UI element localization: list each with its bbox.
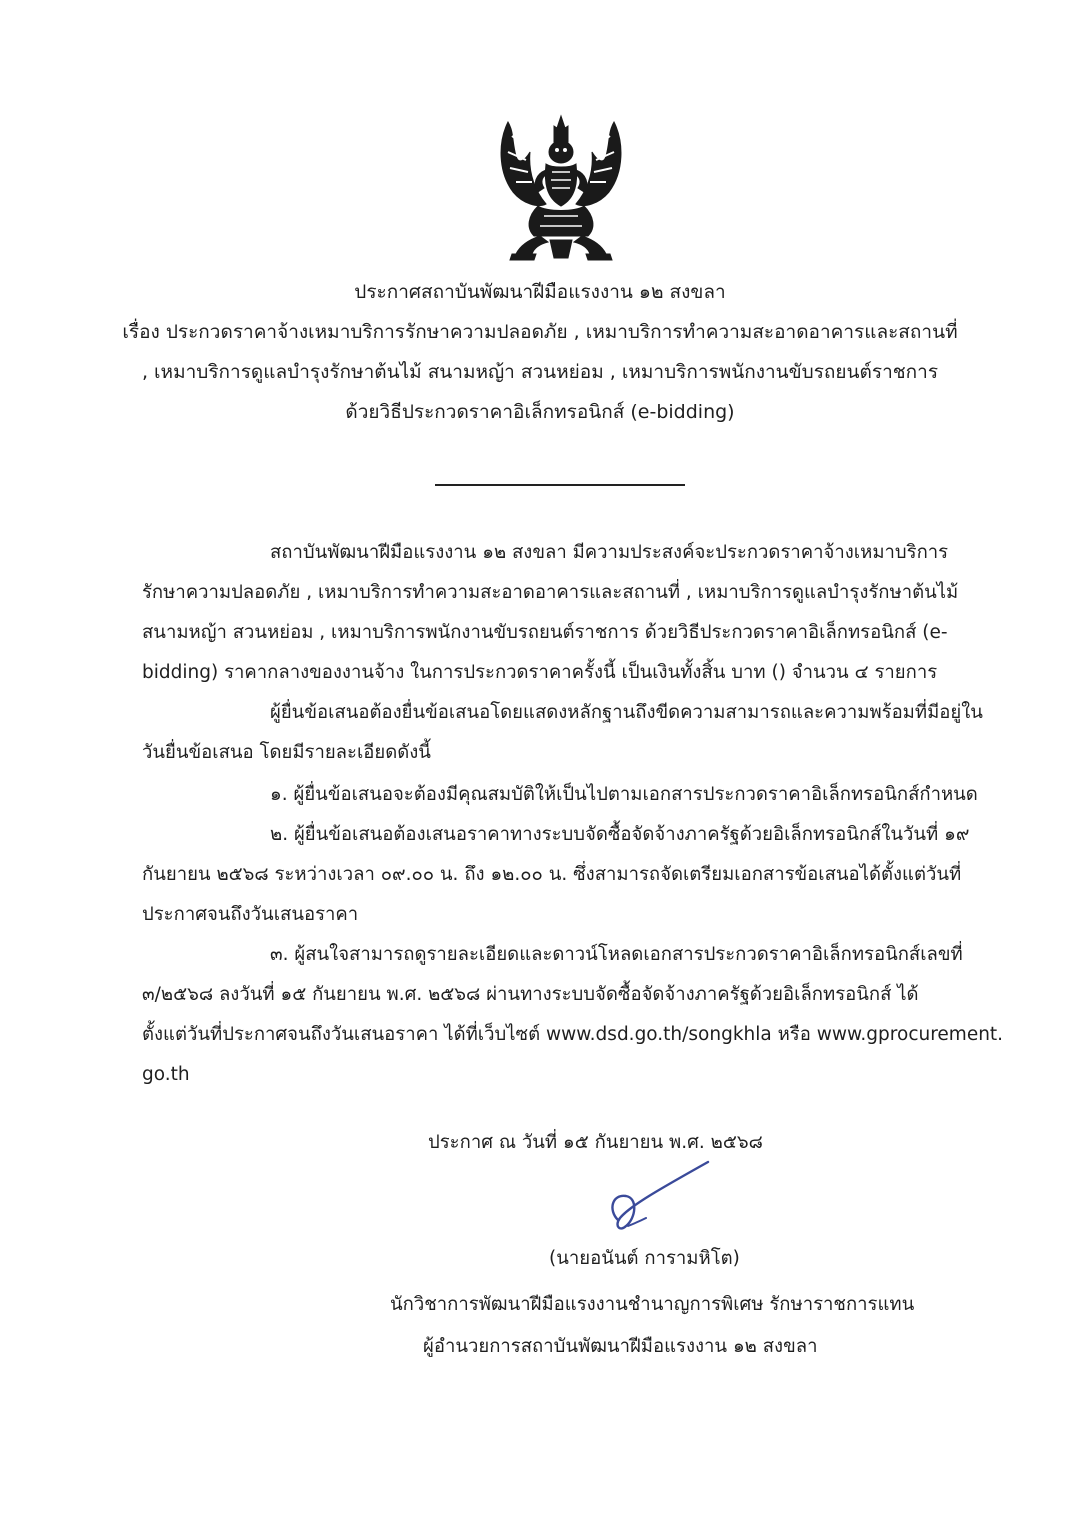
item-3-line-2: ๓/๒๕๖๘ ลงวันที่ ๑๕ กันยายน พ.ศ. ๒๕๖๘ ผ่านทางระบบจัดซื้อจัดจ้างภาครัฐด้วยอิเล็กทรอนิกส์ ได้ bbox=[142, 984, 919, 1005]
item-2-line-2: กันยายน ๒๕๖๘ ระหว่างเวลา ๐๙.๐๐ น. ถึง ๑๒.๐๐ น. ซึ่งสามารถจัดเตรียมเอกสารข้อเสนอได้ตั้งแต่วันที่ bbox=[142, 864, 962, 885]
announce-date: ประกาศ ณ วันที่ ๑๕ กันยายน พ.ศ. ๒๕๖๘ bbox=[428, 1132, 763, 1153]
item-3-line-4: go.th bbox=[142, 1064, 190, 1085]
item-1-line-1: ๑. ผู้ยื่นข้อเสนอจะต้องมีคุณสมบัติให้เป็นไปตามเอกสารประกวดราคาอิเล็กทรอนิกส์กำหนด bbox=[270, 784, 978, 805]
announcement-title: ประกาศสถาบันพัฒนาฝีมือแรงงาน ๑๒ สงขลา bbox=[354, 281, 726, 303]
item-2-line-1: ๒. ผู้ยื่นข้อเสนอต้องเสนอราคาทางระบบจัดซื้อจัดจ้างภาครัฐด้วยอิเล็กทรอนิกส์ในวันที่ ๑๙ bbox=[270, 824, 970, 845]
title-divider bbox=[435, 484, 685, 486]
subject-line-3: ด้วยวิธีประกวดราคาอิเล็กทรอนิกส์ (e-bidding) bbox=[345, 401, 735, 423]
signature-icon bbox=[598, 1160, 718, 1246]
subject-line-1: เรื่อง ประกวดราคาจ้างเหมาบริการรักษาความปลอดภัย , เหมาบริการทำความสะอาดอาคารและสถานที่ bbox=[122, 321, 958, 343]
signer-name: (นายอนันต์ การามหิโต) bbox=[549, 1248, 740, 1269]
signer-position-line-2: ผู้อำนวยการสถาบันพัฒนาฝีมือแรงงาน ๑๒ สงขลา bbox=[423, 1336, 818, 1357]
signer-position-line-1: นักวิชาการพัฒนาฝีมือแรงงานชำนาญการพิเศษ รักษาราชการแทน bbox=[390, 1294, 915, 1315]
item-3-line-1: ๓. ผู้สนใจสามารถดูรายละเอียดและดาวน์โหลดเอกสารประกวดราคาอิเล็กทรอนิกส์เลขที่ bbox=[270, 944, 963, 965]
paragraph-2-line-1: ผู้ยื่นข้อเสนอต้องยื่นข้อเสนอโดยแสดงหลักฐานถึงขีดความสามารถและความพร้อมที่มีอยู่ใน bbox=[270, 702, 983, 723]
item-3-line-3: ตั้งแต่วันที่ประกาศจนถึงวันเสนอราคา ได้ที่เว็บไซต์ www.dsd.go.th/songkhla หรือ www.gprocurement. bbox=[142, 1024, 1004, 1045]
paragraph-2-line-2: วันยื่นข้อเสนอ โดยมีรายละเอียดดังนี้ bbox=[142, 742, 431, 763]
paragraph-1-line-1: สถาบันพัฒนาฝีมือแรงงาน ๑๒ สงขลา มีความประสงค์จะประกวดราคาจ้างเหมาบริการ bbox=[270, 542, 949, 563]
subject-line-2: , เหมาบริการดูแลบำรุงรักษาต้นไม้ สนามหญ้า สวนหย่อม , เหมาบริการพนักงานขับรถยนต์ราชการ bbox=[141, 361, 939, 383]
garuda-emblem-icon bbox=[488, 112, 634, 264]
item-2-line-3: ประกาศจนถึงวันเสนอราคา bbox=[142, 904, 359, 925]
paragraph-1-line-4: bidding) ราคากลางของงานจ้าง ในการประกวดราคาครั้งนี้ เป็นเงินทั้งสิ้น บาท () จำนวน ๔ รายการ bbox=[142, 662, 938, 683]
paragraph-1-line-2: รักษาความปลอดภัย , เหมาบริการทำความสะอาดอาคารและสถานที่ , เหมาบริการดูแลบำรุงรักษาต้นไม้ bbox=[142, 582, 959, 603]
paragraph-1-line-3: สนามหญ้า สวนหย่อม , เหมาบริการพนักงานขับรถยนต์ราชการ ด้วยวิธีประกวดราคาอิเล็กทรอนิกส์ (e- bbox=[142, 622, 948, 643]
announcement-header bbox=[100, 272, 980, 432]
